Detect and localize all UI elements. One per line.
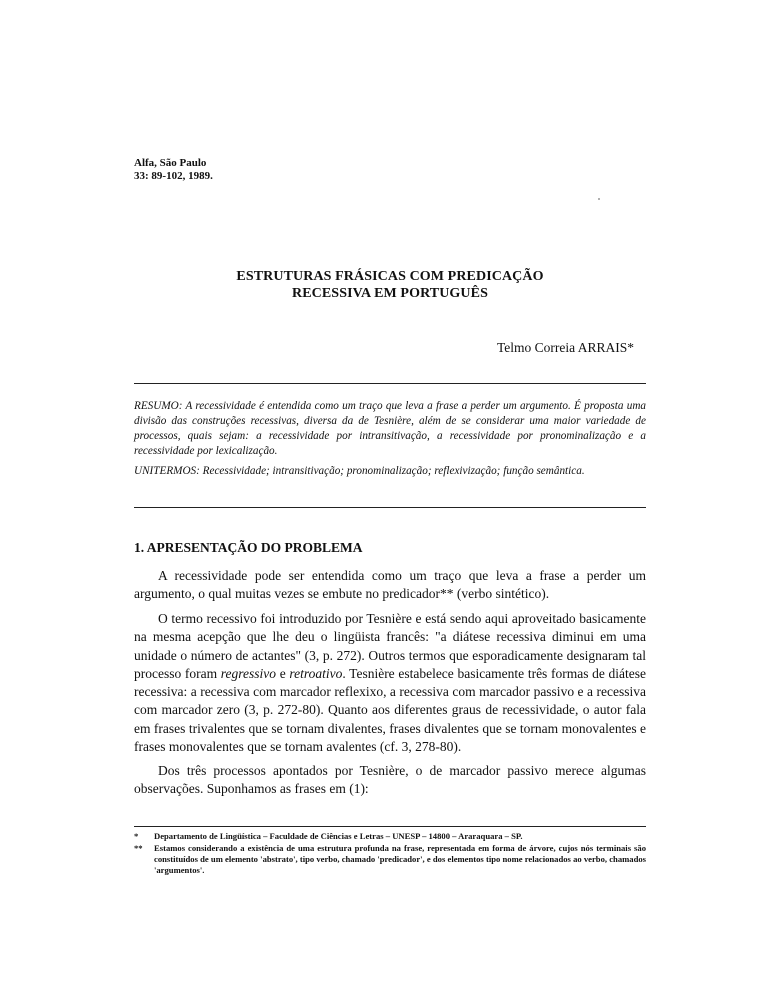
bibliographic-header — [134, 157, 213, 183]
title-line-2: RECESSIVA EM PORTUGUÊS — [292, 286, 488, 301]
paragraph-2-text-a: O termo recessivo foi introduzido por Tesnière e está sendo aqui aproveitado basicamente na mesma acepção que lhe deu o lingüista francês: "a diátese recessiva diminui em uma unidade o número de actantes" (3, p. 272). Outros termos que esporadicamente designaram tal processo foram — [134, 611, 646, 681]
footnote-2-text: Estamos considerando a existência de uma estrutura profunda na frase, representada em forma de árvore, cujos nós terminais são constituídos de um elemento 'abstrato', tipo verbo, chamado 'predicador', e dos elementos tipo nome relacionados ao verbo, chamados 'argumentos'. — [154, 843, 646, 875]
footnote-1-text: Departamento de Lingüística – Faculdade de Ciências e Letras – UNESP – 14800 – Araraquara – SP. — [154, 831, 523, 841]
footnote-2-marker: ** — [134, 843, 143, 853]
scan-speck — [598, 198, 600, 200]
footnote-1 — [134, 831, 646, 842]
body-paragraph-1 — [134, 567, 646, 604]
paragraph-3-text: Dos três processos apontados por Tesnière, o de marcador passivo merece algumas observações. Suponhamos as frases em (1): — [134, 763, 646, 797]
author-name: Telmo Correia ARRAIS* — [496, 340, 634, 355]
title-line-1: ESTRUTURAS FRÁSICAS COM PREDICAÇÃO — [236, 269, 544, 284]
term-regressivo: regressivo — [220, 665, 277, 681]
article-title — [134, 268, 646, 302]
section-heading: 1. APRESENTAÇÃO DO PROBLEMA — [134, 540, 363, 555]
abstract-top-rule — [134, 383, 646, 384]
abstract-resumo: RESUMO: A recessividade é entendida como um traço que leva a frase a perder um argumento. É proposta uma divisão das construções recessivas, diversa da de Tesnière, além de se considerar uma maior variedade de processos, quais sejam: a recessividade por intransitivação, a recessividade por pronominalização e a recessividade por lexicalização. — [134, 400, 646, 457]
body-paragraph-3 — [134, 762, 646, 799]
journal-name: Alfa, São Paulo — [134, 157, 207, 169]
abstract-unitermos: UNITERMOS: Recessividade; intransitivação; pronominalização; reflexivização; função semântica. — [134, 465, 585, 477]
paragraph-2-text-b: . Tesnière estabelece basicamente três formas de diátese recessiva: a recessiva com marcador reflexixo, a recessiva com marcador passivo e a recessiva com marcador zero (3, p. 272-80). Quanto aos diferentes graus de recessividade, o autor fala em frases trivalentes que se tornam divalentes, frases divalentes que se tornam monovalentes e frases monovalentes que se tornam avalentes (cf. 3, 278-80). — [134, 665, 646, 755]
footnote-rule — [134, 826, 646, 827]
term-retroativo: retroativo — [289, 665, 343, 681]
paragraph-2-and: e — [276, 665, 290, 681]
footnote-2 — [134, 843, 646, 876]
body-paragraph-2 — [134, 610, 646, 756]
paragraph-1-text: A recessividade pode ser entendida como um traço que leva a frase a perder um argumento, o qual muitas vezes se embute no predicador** (verbo sintético). — [134, 568, 646, 602]
abstract-bottom-rule — [134, 507, 646, 508]
footnote-1-marker: * — [134, 831, 139, 841]
journal-citation: 33: 89-102, 1989. — [134, 170, 213, 182]
